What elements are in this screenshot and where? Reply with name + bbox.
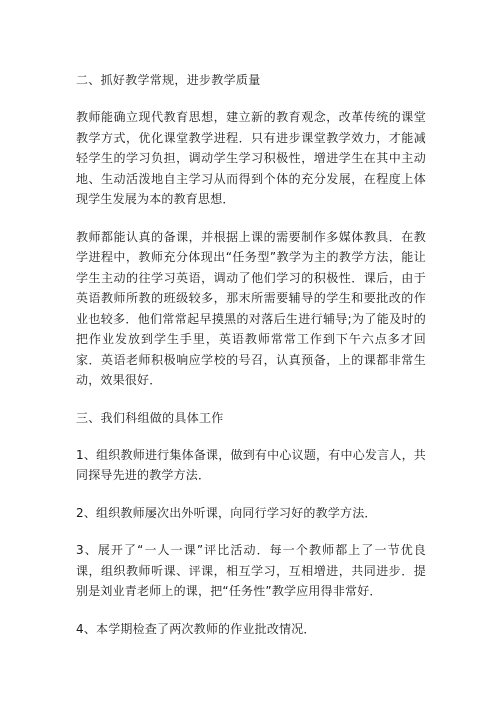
work-item-1: 1、组织教师进行集体备课，做到有中心议题，有中心发言人，共同探导先进的教学方法．	[76, 447, 426, 482]
document-page	[76, 70, 426, 639]
work-item-2: 2、组织教师屡次出外听课，向同行学习好的教学方法．	[76, 505, 377, 520]
work-item-3: 3、展开了“一人一课”评比活动．每一个教师都上了一节优良课，组织教师听课、评课，相互学习，互相增进，共同进步．提别是刘业青老师上的课，把“任务性”教学应用得非常好．	[76, 543, 426, 598]
work-item-4: 4、本学期检查了两次教师的作业批改情况．	[76, 621, 316, 636]
section-two-paragraph-2: 教师都能认真的备课，并根据上课的需要制作多媒体教具．在教学进程中，教师充分体现出“任务型”教学为主的教学方法，能让学生主动的往学习英语，调动了他们学习的积极性．课后，由于英语教师所教的班级较多，那末所需要辅导的学生和要批改的作业也较多．他们常常起早摸黑的对落后生进行辅导;为了能及时的把作业发放到学生手里，英语教师常常工作到下午六点多才回家．英语老师积极响应学校的号召，认真预备，上的课都非常生动，效果很好．	[76, 229, 426, 387]
section-three-heading: 三、我们科组做的具体工作	[76, 410, 224, 425]
section-two-paragraph-1: 教师能确立现代教育思想，建立新的教育观念，改革传统的课堂教学方式，优化课堂教学进程．只有进步课堂教学效力，才能减轻学生的学习负担，调动学生学习积极性，增进学生在其中主动地、生动活泼地自主学习从而得到个体的充分发展，在程度上体现学生发展为本的教育思想．	[76, 110, 426, 206]
section-two-heading: 二、抓好教学常规，进步教学质量	[76, 73, 261, 87]
